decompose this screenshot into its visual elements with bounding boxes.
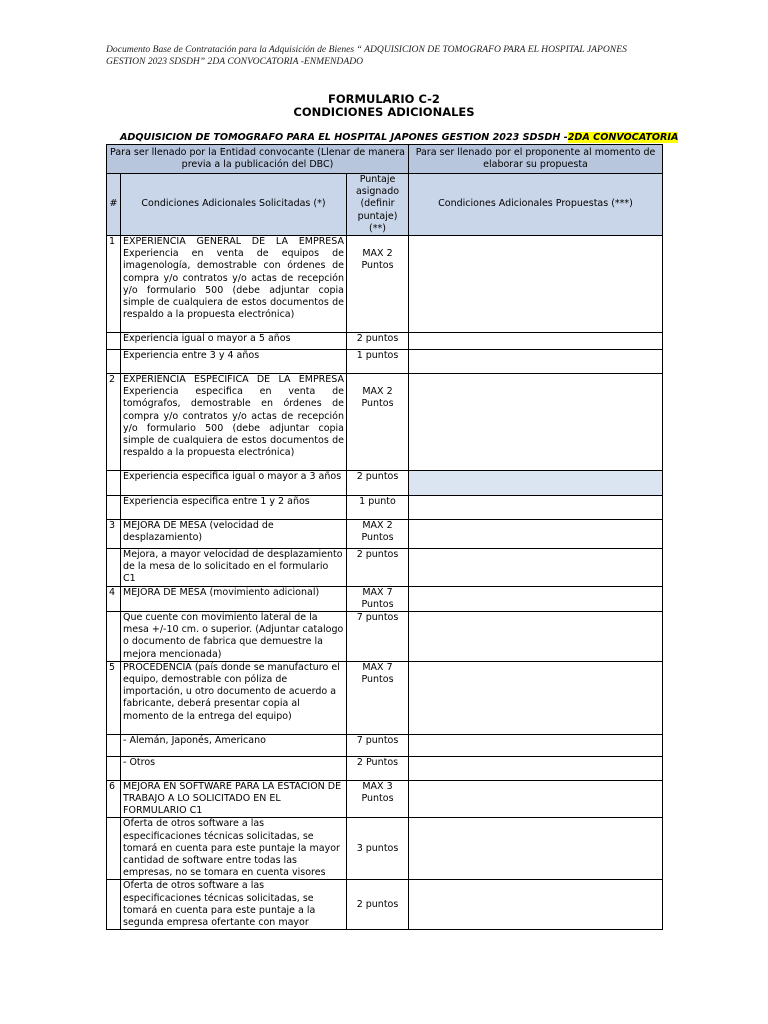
condition-text: Oferta de otros software a las especificaciones técnicas solicitadas, se tomará en cuenta para este puntaje a la segunda empresa ofertante con mayor <box>121 880 347 930</box>
conditions-table <box>106 144 663 930</box>
col-proposed-header: Condiciones Adicionales Propuestas (***) <box>409 174 663 236</box>
proposed-cell[interactable] <box>409 818 663 880</box>
condition-text: MEJORA EN SOFTWARE PARA LA ESTACION DE TRABAJO A LO SOLICITADO EN EL FORMULARIO C1 <box>121 780 347 818</box>
table-row <box>107 880 663 930</box>
row-number: 3 <box>107 520 121 549</box>
points-value: 2 puntos <box>347 333 409 350</box>
condition-text: Que cuente con movimiento lateral de la mesa +/-10 cm. o superior. (Adjuntar catalogo o documento de fabrica que demuestre la mejora mencionada) <box>121 612 347 662</box>
proposed-cell[interactable] <box>409 471 663 496</box>
condition-text: - Otros <box>121 756 347 780</box>
table-row <box>107 780 663 818</box>
row-number: 4 <box>107 586 121 611</box>
condition-text: MEJORA DE MESA (velocidad de desplazamiento) <box>121 520 347 549</box>
col-points-header: Puntaje asignado (definir puntaje) (**) <box>347 174 409 236</box>
table-row <box>107 734 663 756</box>
row-number <box>107 612 121 662</box>
proposed-cell[interactable] <box>409 756 663 780</box>
table-row <box>107 756 663 780</box>
condition-text: Mejora, a mayor velocidad de desplazamiento de la mesa de lo solicitado en el formulario C1 <box>121 549 347 587</box>
row-number <box>107 756 121 780</box>
points-value: MAX 2 Puntos <box>347 236 409 333</box>
points-value: 2 puntos <box>347 880 409 930</box>
proposed-cell[interactable] <box>409 780 663 818</box>
points-value: 1 puntos <box>347 350 409 374</box>
points-value: MAX 2 Puntos <box>347 374 409 471</box>
condition-text: PROCEDENCIA (país donde se manufacturo el equipo, demostrable con póliza de importación, u otro documento de acuerdo a fabricante, deberá presentar copia al momento de la entrega del equipo) <box>121 661 347 734</box>
table-row <box>107 236 663 333</box>
table-row <box>107 520 663 549</box>
row-number <box>107 734 121 756</box>
table-row <box>107 661 663 734</box>
points-value: MAX 7 Puntos <box>347 586 409 611</box>
condition-text: MEJORA DE MESA (movimiento adicional) <box>121 586 347 611</box>
points-value: 7 puntos <box>347 612 409 662</box>
proposed-cell[interactable] <box>409 734 663 756</box>
procurement-highlight: 2DA CONVOCATORIA <box>567 132 679 143</box>
table-row <box>107 374 663 471</box>
form-subtitle: CONDICIONES ADICIONALES <box>293 105 475 119</box>
condition-text: - Alemán, Japonés, Americano <box>121 734 347 756</box>
proposed-cell[interactable] <box>409 333 663 350</box>
proposed-cell[interactable] <box>409 374 663 471</box>
row-number: 5 <box>107 661 121 734</box>
procurement-title-text: ADQUISICION DE TOMOGRAFO PARA EL HOSPITAL JAPONES GESTION 2023 SDSDH - <box>120 132 568 143</box>
col-conditions-header: Condiciones Adicionales Solicitadas (*) <box>121 174 347 236</box>
proposed-cell[interactable] <box>409 350 663 374</box>
table-row <box>107 586 663 611</box>
row-number <box>107 471 121 496</box>
proposed-cell[interactable] <box>409 586 663 611</box>
proponent-header: Para ser llenado por el proponente al momento de elaborar su propuesta <box>409 145 663 174</box>
proposed-cell[interactable] <box>409 880 663 930</box>
table-row <box>107 496 663 520</box>
condition-text: Oferta de otros software a las especificaciones técnicas solicitadas, se tomará en cuenta para este puntaje la mayor cantidad de software entre todas las empresas, no se tomara en cuenta visores <box>121 818 347 880</box>
procurement-title <box>120 132 679 143</box>
points-value: MAX 2 Puntos <box>347 520 409 549</box>
table-row <box>107 333 663 350</box>
points-value: 2 puntos <box>347 549 409 587</box>
points-value: 2 Puntos <box>347 756 409 780</box>
condition-text: Experiencia especifica igual o mayor a 3 años <box>121 471 347 496</box>
row-number: 6 <box>107 780 121 818</box>
condition-text: EXPERIENCIA ESPECIFICA DE LA EMPRESA Experiencia especifica en venta de tomógrafos, demostrable en órdenes de compra y/o contratos y/o actas de recepción y/o formulario 500 (debe adjuntar copia simple de cualquiera de estos documentos de respaldo a la propuesta electrónica) <box>121 374 347 471</box>
condition-text: Experiencia especifica entre 1 y 2 años <box>121 496 347 520</box>
table-row <box>107 612 663 662</box>
proposed-cell[interactable] <box>409 549 663 587</box>
points-value: MAX 7 Puntos <box>347 661 409 734</box>
row-number <box>107 333 121 350</box>
condition-text: Experiencia entre 3 y 4 años <box>121 350 347 374</box>
points-value: 7 puntos <box>347 734 409 756</box>
entity-header: Para ser llenado por la Entidad convocante (Llenar de manera previa a la publicación del DBC) <box>107 145 409 174</box>
proposed-cell[interactable] <box>409 661 663 734</box>
points-value: 2 puntos <box>347 471 409 496</box>
col-num-header: # <box>107 174 121 236</box>
table-row <box>107 818 663 880</box>
row-number: 2 <box>107 374 121 471</box>
proposed-cell[interactable] <box>409 612 663 662</box>
table-row <box>107 549 663 587</box>
condition-text: Experiencia igual o mayor a 5 años <box>121 333 347 350</box>
condition-text: EXPERIENCIA GENERAL DE LA EMPRESA Experiencia en venta de equipos de imagenología, demostrable con órdenes de compra y/o contratos y/o actas de recepción y/o formulario 500 (debe adjuntar copia simple de cualquiera de estos documentos de respaldo a la propuesta electrónica) <box>121 236 347 333</box>
row-number <box>107 350 121 374</box>
row-number: 1 <box>107 236 121 333</box>
points-value: MAX 3 Puntos <box>347 780 409 818</box>
form-title: FORMULARIO C-2 <box>328 92 440 106</box>
table-row <box>107 350 663 374</box>
row-number <box>107 818 121 880</box>
table-row <box>107 471 663 496</box>
row-number <box>107 880 121 930</box>
points-value: 1 punto <box>347 496 409 520</box>
proposed-cell[interactable] <box>409 236 663 333</box>
row-number <box>107 496 121 520</box>
proposed-cell[interactable] <box>409 496 663 520</box>
proposed-cell[interactable] <box>409 520 663 549</box>
row-number <box>107 549 121 587</box>
document-header-note: Documento Base de Contratación para la Adquisición de Bienes “ ADQUISICION DE TOMOGRAFO PARA EL HOSPITAL JAPONES GESTION 2023 SDSDH” 2DA CONVOCATORIA -ENMENDADO <box>106 44 627 67</box>
points-value: 3 puntos <box>347 818 409 880</box>
